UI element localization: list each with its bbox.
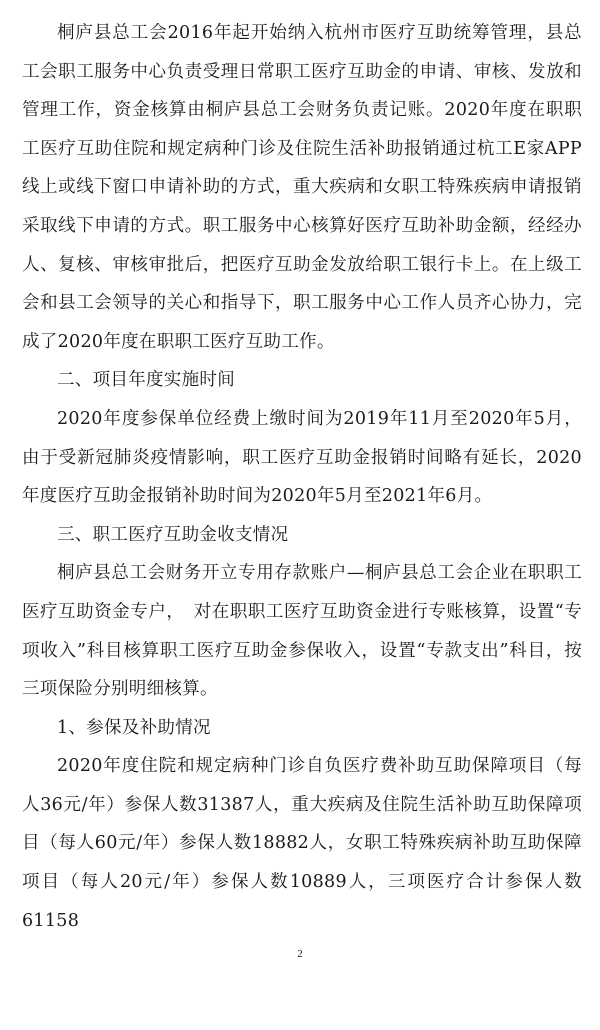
paragraph-implementation-time: 2020年度参保单位经费上缴时间为2019年11月至2020年5月，由于受新冠肺炎疫情影响，职工医疗互助金报销时间略有延长，2020年度医疗互助金报销补助时间为2020年5月至2021年6月。 (22, 408, 582, 507)
page-number: 2 (297, 948, 303, 960)
section-heading-fund-income-expenditure: 三、职工医疗互助金收支情况 (57, 524, 289, 545)
paragraph-overview: 桐庐县总工会2016年起开始纳入杭州市医疗互助统筹管理，县总工会职工服务中心负责受理日常职工医疗互助金的申请、审核、发放和管理工作，资金核算由桐庐县总工会财务负责记账。2020年度在职职工医疗互助住院和规定病种门诊及住院生活补助报销通过杭工E家APP线上或线下窗口申请补助的方式，重大疾病和女职工特殊疾病申请报销采取线下申请的方式。职工服务中心核算好医疗互助补助金额，经经办人、复核、审核审批后，把医疗互助金发放给职工银行卡上。在上级工会和县工会领导的关心和指导下，职工服务中心工作人员齐心协力，完成了2020年度在职职工医疗互助工作。 (22, 23, 582, 352)
subsection-heading-enrollment: 1、参保及补助情况 (57, 717, 211, 738)
paragraph-enrollment-stats: 2020年度住院和规定病种门诊自负医疗费补助互助保障项目（每人36元/年）参保人数31387人，重大疾病及住院生活补助互助保障项目（每人60元/年）参保人数18882人，女职工特殊疾病补助互助保障项目（每人20元/年）参保人数10889人，三项医疗合计参保人数61158 (22, 756, 582, 931)
document-body (22, 14, 582, 940)
paragraph-fund-accounting: 桐庐县总工会财务开立专用存款账户—桐庐县总工会企业在职职工医疗互助资金专户， 对在职职工医疗互助资金进行专账核算，设置“专项收入”科目核算职工医疗互助金参保收入，设置“专款支出”科目，按三项保险分别明细核算。 (22, 563, 582, 700)
section-heading-implementation-time: 二、项目年度实施时间 (57, 370, 235, 391)
